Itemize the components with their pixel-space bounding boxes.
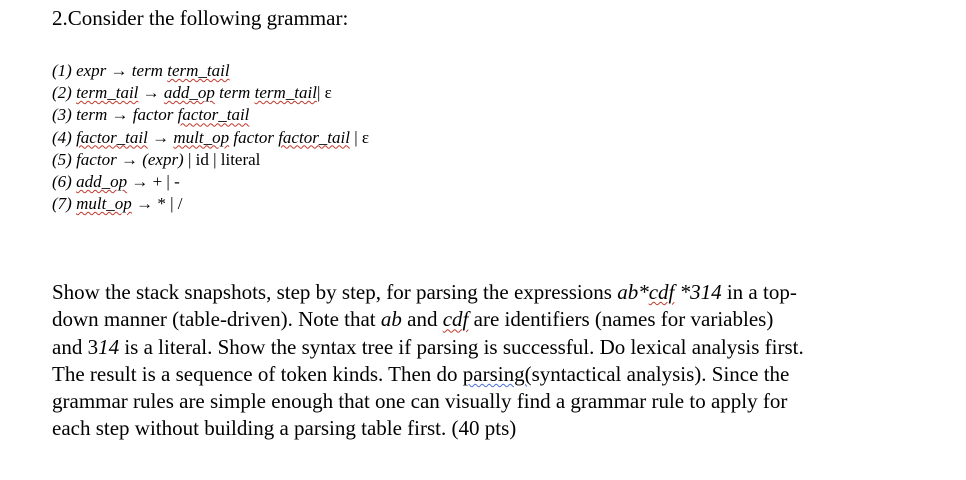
question-line-6: each step without building a parsing table first. (40 pts) bbox=[52, 416, 517, 441]
question-body bbox=[52, 279, 932, 443]
grammar-rules bbox=[52, 60, 369, 215]
arrow-icon: → bbox=[152, 127, 170, 147]
question-heading: 2.Consider the following grammar: bbox=[52, 6, 349, 30]
arrow-icon: → bbox=[136, 194, 154, 214]
grammar-rule-4: (4) factor_tail → mult_op factor factor_tail | ε bbox=[52, 127, 370, 147]
question-line-3: and 314 is a literal. Show the syntax tree if parsing is successful. Do lexical analysis first. bbox=[52, 334, 804, 359]
question-line-5: grammar rules are simple enough that one can visually find a grammar rule to apply for bbox=[52, 389, 788, 414]
question-line-2: down manner (table-driven). Note that ab and cdf are identifiers (names for variables) bbox=[52, 307, 774, 332]
grammar-rule-6: (6) add_op → + | - bbox=[52, 172, 180, 192]
arrow-icon: → bbox=[142, 83, 160, 103]
grammar-rule-3: (3) term → factor factor_tail bbox=[52, 105, 250, 125]
grammar-rule-7: (7) mult_op → * | / bbox=[52, 194, 183, 214]
arrow-icon: → bbox=[131, 172, 149, 192]
arrow-icon: → bbox=[120, 149, 138, 169]
question-line-1: Show the stack snapshots, step by step, for parsing the expressions ab*cdf *314 in a top- bbox=[52, 280, 797, 304]
grammar-rule-1: (1) expr → term term_tail bbox=[52, 61, 230, 80]
grammar-rule-2: (2) term_tail → add_op term term_tail| ε bbox=[52, 83, 332, 103]
grammar-rule-5: (5) factor → (expr) | id | literal bbox=[52, 149, 261, 169]
arrow-icon: → bbox=[110, 61, 128, 80]
arrow-icon: → bbox=[111, 105, 129, 125]
question-line-4: The result is a sequence of token kinds. Then do parsing(syntactical analysis). Since the bbox=[52, 361, 790, 386]
